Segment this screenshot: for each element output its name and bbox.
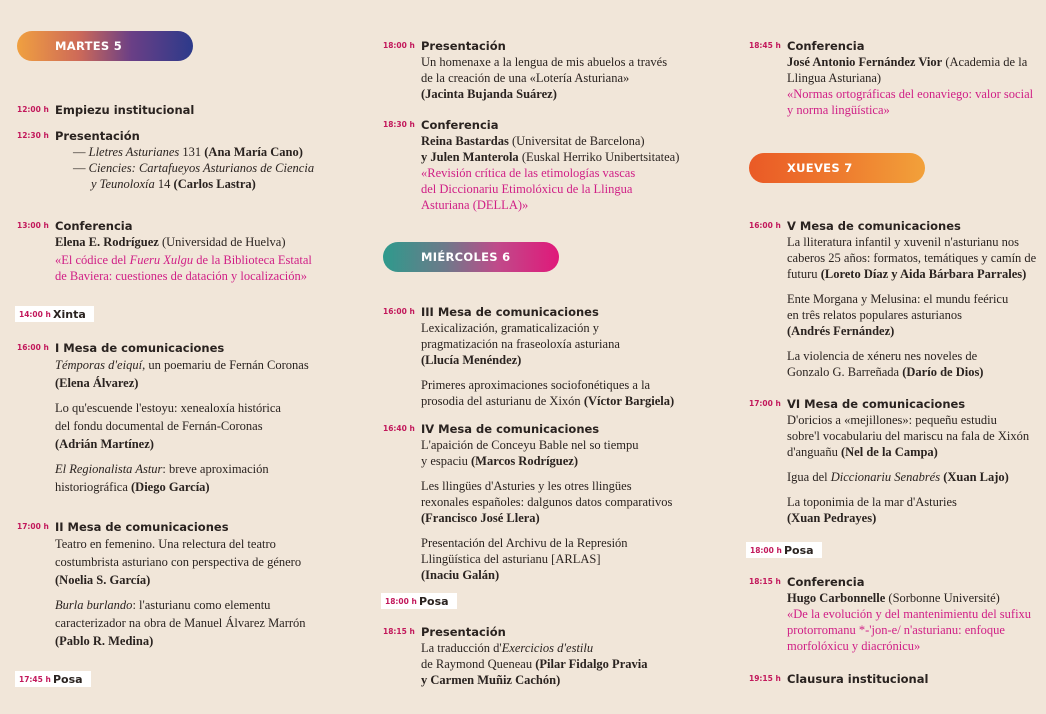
event-time: 16:00 h bbox=[17, 343, 49, 352]
event-closing bbox=[749, 671, 1044, 687]
paper: costumbrista asturiano con perspectiva de género bbox=[55, 555, 302, 569]
talk-title: protorromanu *-'jon-e/ n'asturianu: enfoque bbox=[787, 623, 1005, 637]
paper: El Regionalista Astur: breve aproximación bbox=[55, 462, 269, 476]
author: (Noelia S. García) bbox=[55, 573, 151, 587]
paper: Les llingües d'Asturies y les otres llingües bbox=[421, 479, 632, 493]
item-line: — Lletres Asturianes 131 (Ana María Cano) bbox=[73, 145, 303, 159]
talk-title: «De la evolución y del mantenimientu del sufixu bbox=[787, 607, 1032, 621]
event-opening bbox=[17, 102, 337, 118]
event-title: Conferencia bbox=[787, 575, 865, 589]
paper: en três relatos populares asturianos bbox=[787, 308, 962, 322]
paper: prosodia del asturianu de Xixón (Víctor Bargiela) bbox=[421, 394, 675, 408]
paper: Llingüística del asturianu [ARLAS] bbox=[421, 552, 601, 566]
paper: pragmatización na fraseoloxía asturiana bbox=[421, 337, 620, 351]
event-panel-1 bbox=[17, 340, 347, 496]
paper: Presentación del Archivu de la Represión bbox=[421, 536, 628, 550]
author: (Andrés Fernández) bbox=[787, 324, 895, 338]
speaker: Hugo Carbonnelle (Sorbonne Université) bbox=[787, 591, 1000, 605]
event-time: 18:15 h bbox=[383, 627, 415, 636]
event-panel-2 bbox=[17, 519, 347, 650]
speaker: y Julen Manterola (Euskal Herriko Unibertsitatea) bbox=[421, 150, 680, 164]
event-title: Conferencia bbox=[55, 219, 133, 233]
talk-title: de Baviera: cuestiones de datación y localización» bbox=[55, 269, 307, 283]
day-header-wednesday bbox=[383, 242, 559, 272]
event-panel-3 bbox=[383, 304, 713, 409]
day-label: XUEVES 7 bbox=[787, 161, 853, 175]
event-presentation bbox=[383, 38, 713, 102]
paper: Gonzalo G. Barreñada (Darío de Dios) bbox=[787, 365, 984, 379]
day-header-thursday bbox=[749, 153, 925, 183]
event-presentation bbox=[383, 624, 713, 688]
event-conference bbox=[17, 218, 347, 284]
item-line: — Ciencies: Cartafueyos Asturianos de Ciencia bbox=[73, 161, 315, 175]
day-label: MARTES 5 bbox=[55, 39, 123, 53]
event-conference bbox=[749, 38, 1044, 118]
item-line: y Teunoloxía 14 (Carlos Lastra) bbox=[91, 177, 256, 191]
break-pause bbox=[15, 671, 91, 687]
author: (Llucía Menéndez) bbox=[421, 353, 522, 367]
paper: Un homenaxe a la lengua de mis abuelos a través bbox=[421, 55, 668, 69]
event-time: 18:00 h bbox=[383, 41, 415, 50]
author: (Adrián Martínez) bbox=[55, 437, 154, 451]
event-time: 16:00 h bbox=[749, 221, 781, 230]
event-panel-5 bbox=[749, 218, 1044, 380]
paper: La traducción d'Exercicios d'estilu bbox=[421, 641, 594, 655]
author: (Xuan Pedrayes) bbox=[787, 511, 877, 525]
talk-title: «Normas ortográficas del eonaviego: valor social bbox=[787, 87, 1034, 101]
event-title: III Mesa de comunicaciones bbox=[421, 305, 599, 319]
event-panel-6 bbox=[749, 396, 1044, 526]
talk-title: Asturiana (DELLA)» bbox=[421, 198, 529, 212]
event-title: Presentación bbox=[55, 129, 140, 143]
paper: caracterizador na obra de Manuel Álvarez Marrón bbox=[55, 616, 306, 630]
speaker: Elena E. Rodríguez (Universidad de Huelva) bbox=[55, 235, 286, 249]
talk-title: morfolóxicu y diacrónicu» bbox=[787, 639, 921, 653]
paper: Ente Morgana y Melusina: el mundu feéricu bbox=[787, 292, 1009, 306]
break-time: 14:00 h bbox=[19, 309, 51, 319]
event-time: 19:15 h bbox=[749, 674, 781, 683]
event-title: Clausura institucional bbox=[787, 672, 929, 686]
event-title: Empiezu institucional bbox=[55, 103, 195, 117]
paper: caberos 25 años: formatos, temátiques y camín de bbox=[787, 251, 1037, 265]
author: y Carmen Muñiz Cachón) bbox=[421, 673, 561, 687]
talk-title: del Diccionariu Etimolóxicu de la Llingua bbox=[421, 182, 633, 196]
day-label: MIÉRCOLES 6 bbox=[421, 250, 511, 264]
paper: de la creación de una «Lotería Asturiana» bbox=[421, 71, 630, 85]
event-title: Presentación bbox=[421, 625, 506, 639]
paper: Burla burlando: l'asturianu como elementu bbox=[55, 598, 271, 612]
paper: Primeres aproximaciones sociofonétiques a la bbox=[421, 378, 651, 392]
paper: D'oricios a «mejillones»: pequeñu estudiu bbox=[787, 413, 997, 427]
talk-title: «Revisión crítica de las etimologías vascas bbox=[421, 166, 636, 180]
paper: Témporas d'eiquí, un poemariu de Fernán Coronas bbox=[55, 358, 309, 372]
break-pause bbox=[746, 542, 822, 558]
break-label: Posa bbox=[419, 594, 449, 608]
event-panel-4 bbox=[383, 421, 713, 583]
paper: historiográfica (Diego García) bbox=[55, 480, 210, 494]
paper: La lliteratura infantil y xuvenil n'asturianu nos bbox=[787, 235, 1020, 249]
event-presentation bbox=[17, 128, 347, 192]
event-title: Conferencia bbox=[421, 118, 499, 132]
day-header-tuesday bbox=[17, 31, 193, 61]
event-time: 17:00 h bbox=[749, 399, 781, 408]
paper: Teatro en femenino. Una relectura del teatro bbox=[55, 537, 276, 551]
paper: Igua del Diccionariu Senabrés (Xuan Lajo) bbox=[787, 470, 1009, 484]
talk-title: «El códice del Fueru Xulgu de la Biblioteca Estatal bbox=[55, 253, 312, 267]
event-conference bbox=[383, 117, 713, 213]
event-time: 18:30 h bbox=[383, 120, 415, 129]
event-time: 17:00 h bbox=[17, 522, 49, 531]
break-label: Xinta bbox=[53, 307, 86, 321]
event-time: 12:00 h bbox=[17, 105, 49, 114]
author: (Francisco José Llera) bbox=[421, 511, 540, 525]
event-time: 13:00 h bbox=[17, 221, 49, 230]
event-title: VI Mesa de comunicaciones bbox=[787, 397, 966, 411]
break-time: 18:00 h bbox=[385, 596, 417, 606]
speaker: José Antonio Fernández Vior (Academia de la bbox=[787, 55, 1028, 69]
author: (Elena Álvarez) bbox=[55, 376, 139, 390]
event-time: 18:45 h bbox=[749, 41, 781, 50]
event-title: II Mesa de comunicaciones bbox=[55, 520, 229, 534]
paper: Lo qu'escuende l'estoyu: xenealoxía histórica bbox=[55, 401, 281, 415]
paper: de Raymond Queneau (Pilar Fidalgo Pravia bbox=[421, 657, 648, 671]
break-pause bbox=[381, 593, 457, 609]
event-title: Conferencia bbox=[787, 39, 865, 53]
paper: Lexicalización, gramaticalización y bbox=[421, 321, 600, 335]
paper: d'anguañu (Nel de la Campa) bbox=[787, 445, 938, 459]
event-title: I Mesa de comunicaciones bbox=[55, 341, 225, 355]
paper: La violencia de xéneru nes noveles de bbox=[787, 349, 978, 363]
event-title: V Mesa de comunicaciones bbox=[787, 219, 961, 233]
author: (Jacinta Bujanda Suárez) bbox=[421, 87, 557, 101]
paper: L'apaición de Conceyu Bable nel so tiempu bbox=[421, 438, 639, 452]
author: (Inaciu Galán) bbox=[421, 568, 500, 582]
break-lunch bbox=[15, 306, 94, 322]
break-time: 18:00 h bbox=[750, 545, 782, 555]
break-label: Posa bbox=[53, 672, 83, 686]
event-title: Presentación bbox=[421, 39, 506, 53]
event-time: 16:40 h bbox=[383, 424, 415, 433]
event-time: 12:30 h bbox=[17, 131, 49, 140]
paper: La toponimia de la mar d'Asturies bbox=[787, 495, 957, 509]
talk-title: y norma lingüística» bbox=[787, 103, 890, 117]
speaker: Reina Bastardas (Universitat de Barcelona) bbox=[421, 134, 645, 148]
paper: sobre'l vocabulariu del mariscu na fala de Xixón bbox=[787, 429, 1030, 443]
author: (Pablo R. Medina) bbox=[55, 634, 154, 648]
event-time: 18:15 h bbox=[749, 577, 781, 586]
paper: y espaciu (Marcos Rodríguez) bbox=[421, 454, 579, 468]
break-label: Posa bbox=[784, 543, 814, 557]
break-time: 17:45 h bbox=[19, 674, 51, 684]
speaker: Llingua Asturiana) bbox=[787, 71, 882, 85]
event-title: IV Mesa de comunicaciones bbox=[421, 422, 600, 436]
paper: del fondu documental de Fernán-Coronas bbox=[55, 419, 263, 433]
event-time: 16:00 h bbox=[383, 307, 415, 316]
paper: futuru (Loreto Díaz y Aida Bárbara Parrales) bbox=[787, 267, 1027, 281]
paper: rexonales españoles: dalgunos datos comparativos bbox=[421, 495, 673, 509]
event-conference bbox=[749, 574, 1044, 654]
